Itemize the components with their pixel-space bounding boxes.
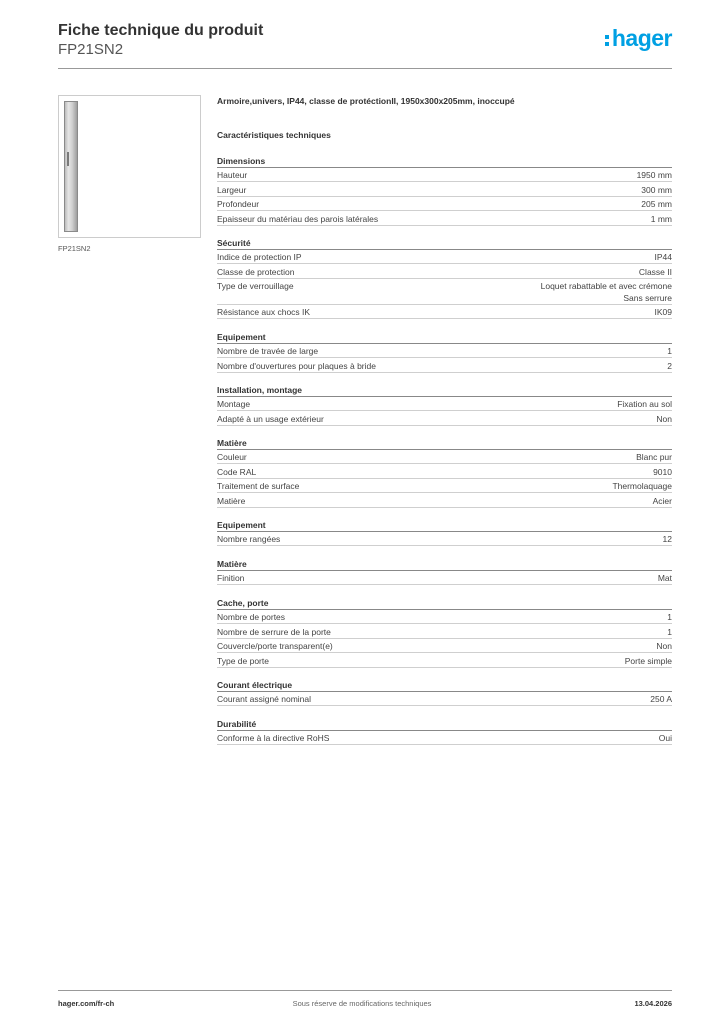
spec-value-line: 205 mm (641, 199, 672, 210)
section-title: Durabilité (217, 719, 672, 731)
section-title: Installation, montage (217, 385, 672, 397)
spec-row (217, 184, 672, 197)
spec-row (217, 198, 672, 211)
spec-value (653, 466, 672, 478)
spec-value (612, 480, 672, 492)
spec-label: Nombre d'ouvertures pour plaques à bride (217, 360, 376, 371)
spec-row (217, 693, 672, 706)
spec-value (667, 345, 672, 357)
spec-value (659, 732, 672, 744)
spec-value (636, 451, 672, 463)
header-divider (58, 68, 672, 69)
spec-value-line: Oui (658, 733, 672, 743)
spec-value-line: Blanc pur (636, 452, 672, 462)
spec-label: Largeur (217, 184, 247, 195)
spec-value-line: Fixation au sol (617, 399, 672, 409)
spec-value-line: Mat (657, 573, 672, 583)
spec-row (217, 413, 672, 426)
footer-website[interactable]: hager.com/fr-ch (58, 999, 115, 1008)
footer-divider (58, 990, 672, 991)
spec-label: Résistance aux chocs IK (217, 306, 311, 317)
spec-value-line: 1950 mm (636, 170, 672, 180)
section-title: Equipement (217, 520, 672, 532)
spec-value (658, 572, 672, 584)
spec-row (217, 280, 672, 305)
spec-value-line: Loquet rabattable et avec crémone (540, 281, 672, 292)
spec-value (639, 266, 672, 278)
spec-label: Conforme à la directive RoHS (217, 733, 330, 743)
product-image-caption: FP21SN2 (58, 244, 91, 253)
spec-label: Couvercle/porte transparent(e) (217, 641, 333, 652)
spec-label: Finition (217, 573, 245, 583)
spec-label: Indice de protection IP (217, 252, 302, 262)
spec-value-line: 1 (667, 612, 672, 622)
spec-row (217, 266, 672, 279)
spec-value (650, 693, 672, 705)
spec-value-line: Classe II (638, 266, 672, 277)
spec-label: Montage (217, 399, 251, 409)
spec-row (217, 572, 672, 585)
spec-value (625, 655, 672, 667)
footer-date: 13.04.2026 (634, 999, 672, 1008)
spec-value-line: 9010 (653, 466, 672, 477)
spec-label: Traitement de surface (217, 481, 300, 492)
spec-row (217, 345, 672, 358)
spec-value (656, 413, 672, 425)
spec-value-line: Sans serrure (623, 293, 672, 304)
spec-value (641, 198, 672, 210)
spec-label: Couleur (217, 452, 247, 462)
spec-value (637, 169, 672, 181)
section-title: Cache, porte (217, 598, 672, 610)
spec-label: Type de verrouillage (217, 281, 294, 292)
spec-label: Nombre rangées (217, 534, 281, 544)
spec-value-line: 300 mm (641, 184, 672, 195)
spec-value-line: IP44 (654, 252, 672, 262)
section-title: Matière (217, 438, 672, 450)
spec-value-line: Non (656, 641, 672, 652)
spec-value (617, 398, 672, 410)
spec-label: Matière (217, 495, 246, 506)
spec-value-line: Porte simple (624, 655, 672, 666)
spec-row (217, 655, 672, 668)
spec-label: Profondeur (217, 199, 260, 210)
spec-value-line: Acier (652, 495, 672, 506)
spec-label: Type de porte (217, 655, 269, 666)
spec-row (217, 480, 672, 493)
product-description: Armoire,univers, IP44, classe de protéctionII, 1950x300x205mm, inoccupé (217, 96, 515, 106)
spec-label: Hauteur (217, 170, 248, 180)
spec-value-line: 1 (667, 346, 672, 356)
hager-logo (605, 27, 672, 50)
spec-row (217, 213, 672, 226)
spec-value-line: IK09 (654, 306, 672, 317)
spec-label: Code RAL (217, 466, 257, 477)
spec-value (655, 306, 673, 318)
spec-label: Nombre de travée de large (217, 346, 319, 356)
spec-value (651, 213, 672, 225)
spec-value-line: 250 A (650, 694, 672, 704)
spec-row (217, 732, 672, 745)
section-title: Matière (217, 559, 672, 571)
product-code: FP21SN2 (58, 41, 124, 58)
spec-label: Nombre de serrure de la porte (217, 626, 331, 637)
section-title: Equipement (217, 332, 672, 344)
logo-dots-icon (605, 35, 609, 46)
spec-row (217, 466, 672, 479)
spec-value (656, 640, 672, 652)
section-title: Sécurité (217, 238, 672, 250)
spec-value (541, 280, 672, 304)
section-title: Dimensions (217, 156, 672, 168)
spec-row (217, 611, 672, 624)
spec-row (217, 251, 672, 264)
spec-label: Adapté à un usage extérieur (217, 413, 324, 424)
characteristics-title: Caractéristiques techniques (217, 130, 331, 140)
page-title: Fiche technique du produit (58, 22, 264, 39)
spec-value-line: Non (656, 413, 672, 424)
spec-value-line: 12 (662, 534, 672, 544)
section-title: Courant électrique (217, 680, 672, 692)
spec-row (217, 360, 672, 373)
spec-label: Classe de protection (217, 266, 295, 277)
spec-row (217, 169, 672, 182)
spec-value (655, 251, 673, 263)
spec-value-line: 1 mm (650, 213, 672, 224)
cabinet-icon (64, 101, 78, 232)
spec-value (663, 533, 672, 545)
spec-value-line: 2 (667, 360, 672, 371)
spec-row (217, 451, 672, 464)
spec-row (217, 533, 672, 546)
spec-label: Epaisseur du matériau des parois latérales (217, 213, 379, 224)
logo-text: hager (611, 25, 672, 51)
footer-notice: Sous réserve de modifications techniques (292, 999, 432, 1008)
spec-label: Nombre de portes (217, 612, 286, 622)
spec-label: Courant assigné nominal (217, 694, 312, 704)
spec-row (217, 398, 672, 411)
spec-row (217, 495, 672, 508)
spec-row (217, 306, 672, 319)
spec-row (217, 640, 672, 653)
product-image (58, 95, 201, 238)
spec-value (641, 184, 672, 196)
spec-value-line: Thermolaquage (612, 481, 672, 492)
spec-row (217, 626, 672, 639)
spec-value (667, 360, 672, 372)
spec-value (667, 626, 672, 638)
spec-value (667, 611, 672, 623)
spec-value (653, 495, 672, 507)
spec-value-line: 1 (667, 626, 672, 637)
